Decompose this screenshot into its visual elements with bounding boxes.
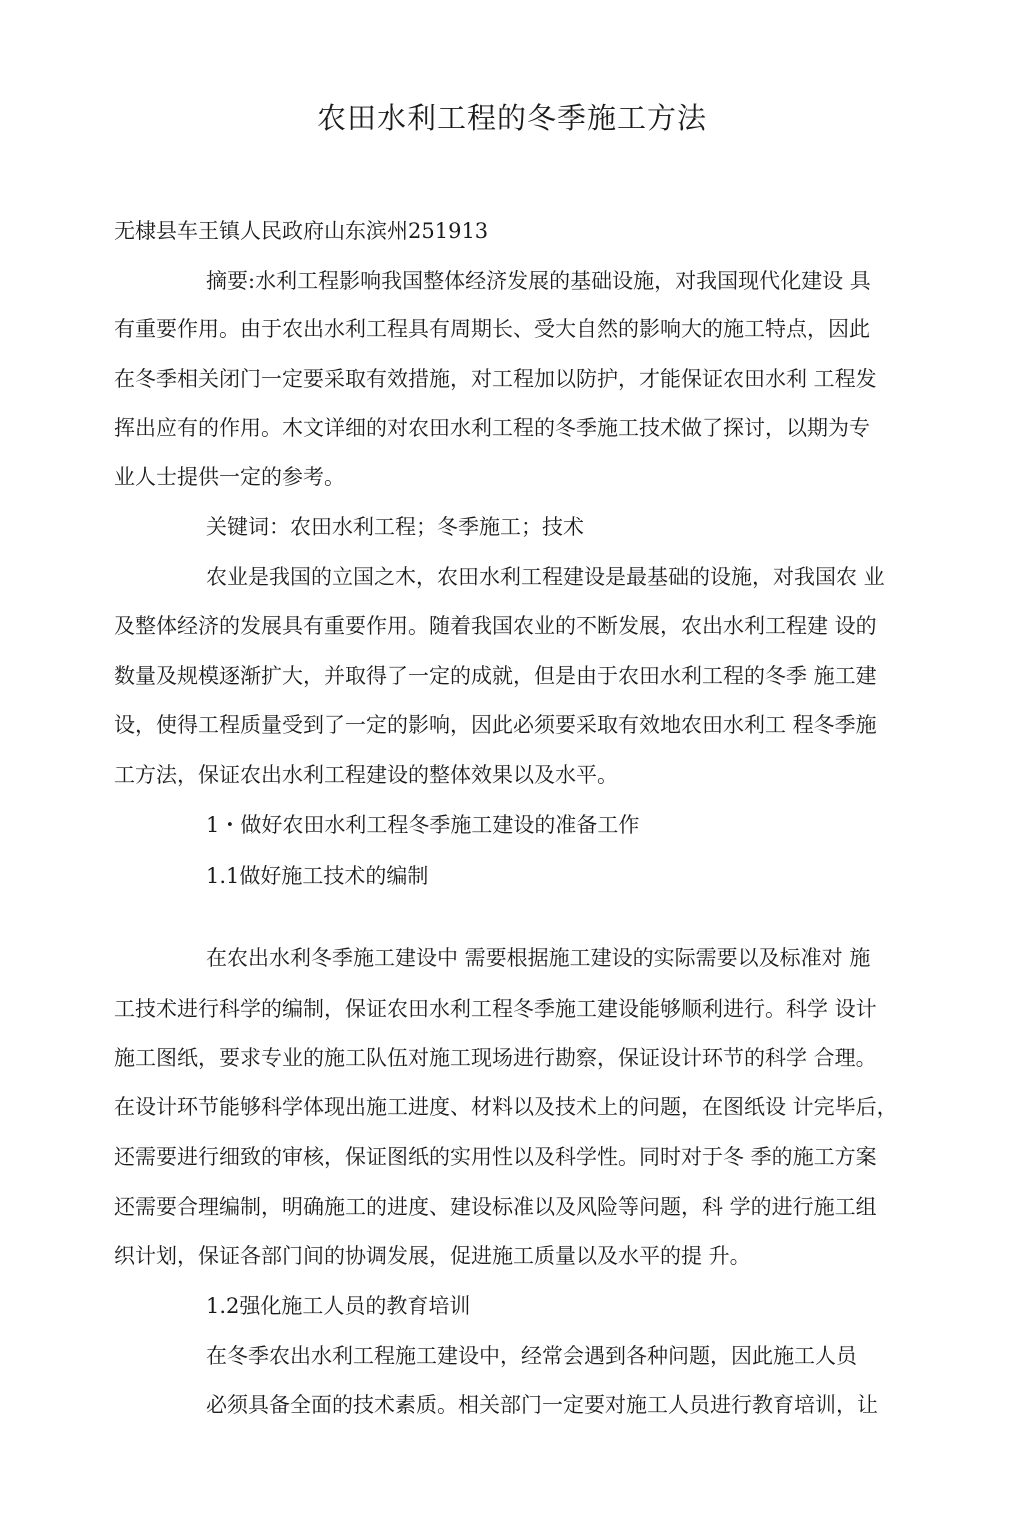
- paragraph-line: 织计划，保证各部门间的协调发展，促进施工质量以及水平的提 升。: [114, 1244, 751, 1268]
- paragraph-line: 数量及规模逐渐扩大，并取得了一定的成就，但是由于农田水利工程的冬季 施工建: [114, 664, 877, 688]
- paragraph-line: 业人士提供一定的参考。: [114, 465, 345, 489]
- paragraph-line: 农业是我国的立国之木，农田水利工程建设是最基础的设施，对我国农 业: [206, 565, 885, 589]
- paragraph-line: 在冬季相关闭门一定要采取有效措施，对工程加以防护，才能保证农田水利 工程发: [114, 367, 877, 391]
- paragraph-line: 在农出水利冬季施工建设中 需要根据施工建设的实际需要以及标准对 施: [206, 946, 871, 970]
- paragraph-line: 还需要进行细致的审核，保证图纸的实用性以及科学性。同时对于冬 季的施工方案: [114, 1145, 877, 1169]
- paragraph-line: 在冬季农出水利工程施工建设中，经常会遇到各种问题，因此施工人员: [206, 1344, 857, 1368]
- keywords-line: 关键词：农田水利工程；冬季施工；技术: [206, 515, 584, 539]
- paragraph-line: 工方法，保证农出水利工程建设的整体效果以及水平。: [114, 763, 618, 787]
- section-heading: 1・做好农田水利工程冬季施工建设的准备工作: [206, 813, 640, 837]
- paragraph-line: 及整体经济的发展具有重要作用。随着我国农业的不断发展，农出水利工程建 设的: [114, 614, 877, 638]
- paragraph-line: 摘要:水利工程影响我国整体经济发展的基础设施，对我国现代化建设 具: [206, 269, 871, 293]
- subsection-heading: 1.2强化施工人员的教育培训: [206, 1294, 471, 1318]
- paragraph-line: 挥出应有的作用。木文详细的对农田水利工程的冬季施工技术做了探讨，以期为专: [114, 416, 870, 440]
- author-affiliation: 无棣县车王镇人民政府山东滨州251913: [114, 219, 489, 243]
- paragraph-line: 设，使得工程质量受到了一定的影响，因此必须要采取有效地农田水利工 程冬季施: [114, 713, 877, 737]
- paragraph-line: 有重要作用。由于农出水利工程具有周期长、受大自然的影响大的施工特点，因此: [114, 317, 870, 341]
- paragraph-line: 在设计环节能够科学体现出施工进度、材料以及技术上的问题，在图纸设 计完毕后，: [114, 1095, 898, 1119]
- paragraph-line: 必须具备全面的技术素质。相关部门一定要对施工人员进行教育培训，让: [206, 1393, 878, 1417]
- paragraph-line: 工技术进行科学的编制，保证农田水利工程冬季施工建设能够顺利进行。科学 设计: [114, 997, 877, 1021]
- subsection-heading: 1.1做好施工技术的编制: [206, 864, 429, 888]
- document-title: 农田水利工程的冬季施工方法: [316, 101, 707, 135]
- paragraph-line: 还需要合理编制，明确施工的进度、建设标准以及风险等问题，科 学的进行施工组: [114, 1195, 877, 1219]
- paragraph-line: 施工图纸，要求专业的施工队伍对施工现场进行勘察，保证设计环节的科学 合理。: [114, 1046, 877, 1070]
